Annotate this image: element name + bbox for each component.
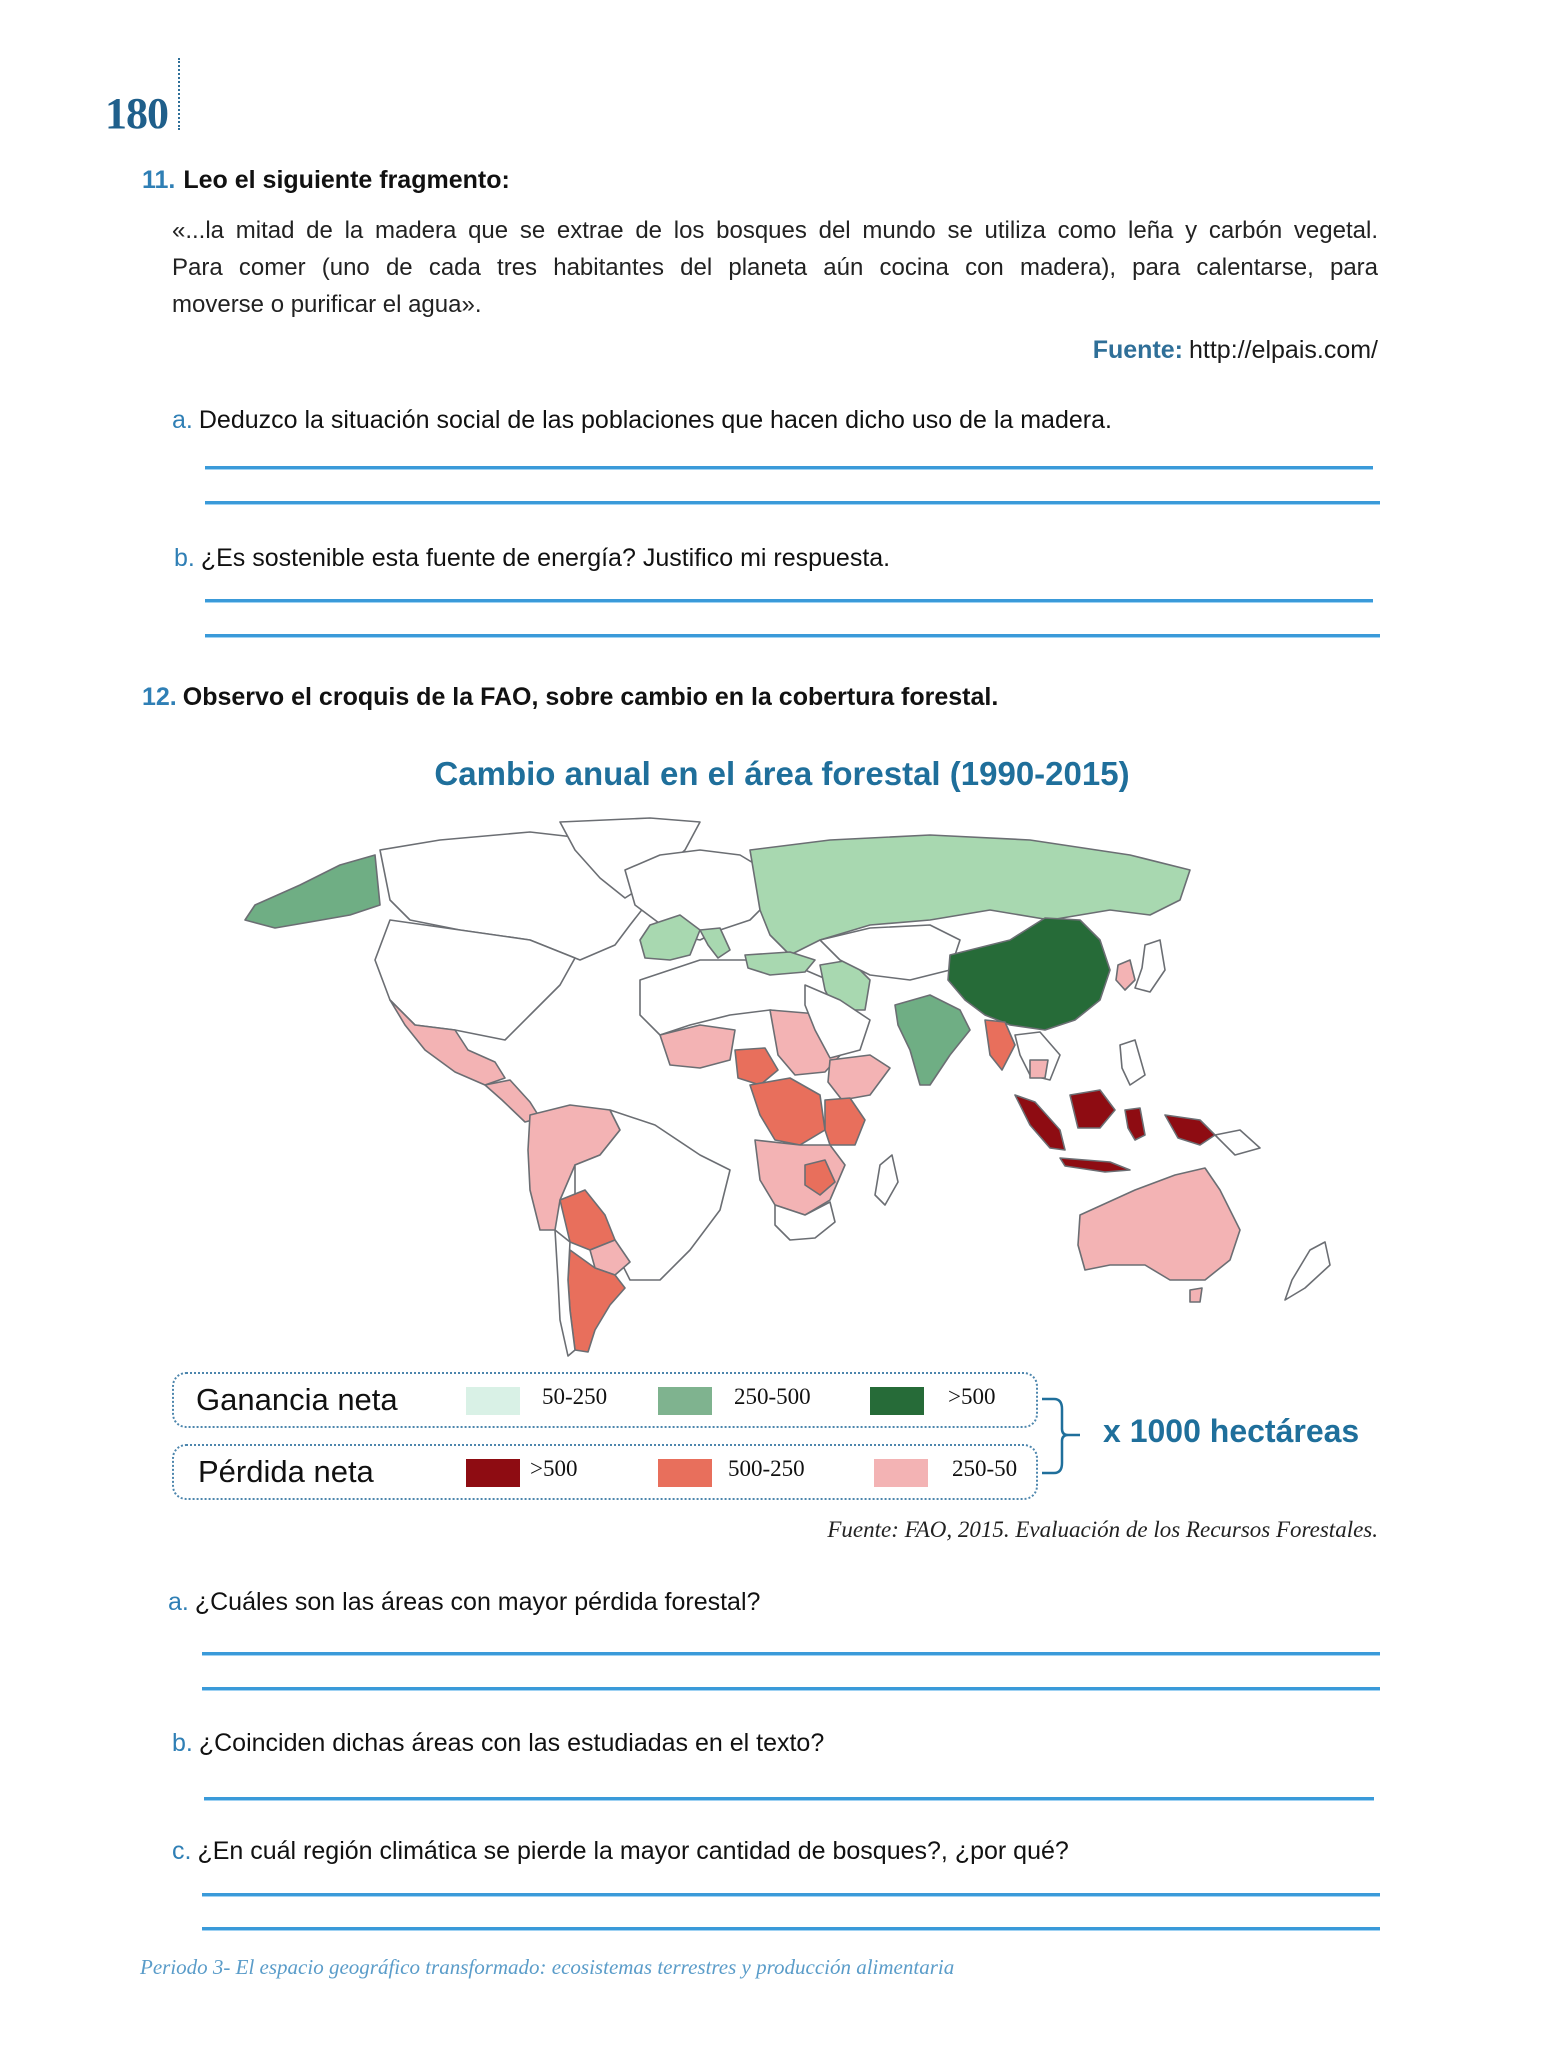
legend-brace xyxy=(1040,1395,1090,1480)
source-label: Fuente: xyxy=(1092,336,1184,364)
item-letter: a. xyxy=(168,1588,189,1616)
legend-gain-row xyxy=(172,1372,1038,1428)
country-sahel-west xyxy=(660,1025,735,1068)
country-new-guinea xyxy=(1165,1115,1215,1145)
question-number: 12. xyxy=(142,683,177,711)
quote-line: Para comer (uno de cada tres habitantes del planeta aún cocina con madera), para calentarse, para xyxy=(172,254,1378,281)
legend-swatch-gain-high xyxy=(870,1387,924,1415)
question-title: Observo el croquis de la FAO, sobre cambio en la cobertura forestal. xyxy=(182,683,999,711)
question-12c xyxy=(172,1837,1069,1866)
answer-line[interactable] xyxy=(205,599,1373,603)
country-drc xyxy=(750,1078,825,1145)
map-title: Cambio anual en el área forestal (1990-2015) xyxy=(434,755,1130,792)
country-sulawesi xyxy=(1125,1108,1145,1140)
country-italy xyxy=(700,928,730,958)
country-tanzania xyxy=(825,1098,865,1145)
source-url[interactable]: http://elpais.com/ xyxy=(1189,336,1378,364)
item-text: ¿Es sostenible esta fuente de energía? Justifico mi respuesta. xyxy=(200,544,891,572)
country-tasmania xyxy=(1190,1288,1202,1302)
answer-line[interactable] xyxy=(202,1652,1380,1656)
answer-line[interactable] xyxy=(202,1927,1380,1931)
country-russia xyxy=(750,835,1190,955)
country-cambodia xyxy=(1030,1060,1048,1078)
answer-line[interactable] xyxy=(205,634,1380,638)
country-sumatra xyxy=(1015,1095,1065,1150)
legend-loss-row xyxy=(172,1444,1038,1500)
country-myanmar xyxy=(985,1020,1015,1070)
legend-loss-label: Pérdida neta xyxy=(198,1454,374,1489)
map-source: Fuente: FAO, 2015. Evaluación de los Recursos Forestales. xyxy=(827,1517,1378,1542)
item-text: Deduzco la situación social de las poblaciones que hacen dicho uso de la madera. xyxy=(198,406,1112,434)
legend-swatch-loss-mid xyxy=(658,1459,712,1487)
quote-source xyxy=(1093,336,1378,365)
country-japan xyxy=(1135,940,1165,992)
legend-swatch-loss-high xyxy=(466,1459,520,1487)
legend-swatch-gain-mid xyxy=(658,1387,712,1415)
legend-swatch-loss-low xyxy=(874,1459,928,1487)
question-12b xyxy=(172,1729,824,1758)
country-ethiopia xyxy=(828,1055,890,1100)
question-11b xyxy=(174,544,890,573)
legend-range: >500 xyxy=(530,1456,578,1481)
country-png xyxy=(1215,1130,1260,1155)
page-number-divider xyxy=(178,58,180,130)
item-letter: c. xyxy=(172,1837,192,1865)
country-india xyxy=(895,995,970,1085)
quote-line: moverse o purificar el agua». xyxy=(172,291,482,318)
country-alaska xyxy=(245,855,380,928)
quote-fragment xyxy=(172,212,1378,323)
legend-range: 500-250 xyxy=(728,1456,805,1481)
question-11-heading xyxy=(142,166,510,195)
question-title: Leo el siguiente fragmento: xyxy=(183,166,510,194)
country-korea xyxy=(1116,960,1135,990)
country-java xyxy=(1060,1158,1130,1172)
country-europe xyxy=(625,850,770,940)
answer-line[interactable] xyxy=(205,466,1373,470)
legend-gain-label: Ganancia neta xyxy=(196,1382,398,1417)
country-new-zealand xyxy=(1285,1242,1330,1300)
country-nigeria xyxy=(735,1048,778,1085)
country-australia xyxy=(1078,1168,1240,1280)
item-text: ¿Cuáles son las áreas con mayor pérdida forestal? xyxy=(194,1588,761,1616)
country-philippines xyxy=(1120,1040,1145,1085)
answer-line[interactable] xyxy=(205,501,1380,505)
item-letter: b. xyxy=(172,1729,193,1757)
legend-units: x 1000 hectáreas xyxy=(1103,1413,1360,1449)
question-12a xyxy=(168,1588,760,1617)
item-letter: a. xyxy=(172,406,193,434)
legend-range: >500 xyxy=(948,1384,996,1409)
world-forest-change-map xyxy=(230,810,1340,1360)
item-text: ¿En cuál región climática se pierde la mayor cantidad de bosques?, ¿por qué? xyxy=(197,1837,1069,1865)
question-number: 11. xyxy=(142,166,176,194)
item-letter: b. xyxy=(174,544,195,572)
item-text: ¿Coinciden dichas áreas con las estudiadas en el texto? xyxy=(198,1729,825,1757)
page-footer: Periodo 3- El espacio geográfico transformado: ecosistemas terrestres y producción alimentaria xyxy=(140,1955,955,1979)
page-number: 180 xyxy=(105,89,168,138)
legend-range: 250-500 xyxy=(734,1384,811,1409)
country-china xyxy=(948,918,1110,1030)
legend-range: 50-250 xyxy=(542,1384,608,1409)
answer-line[interactable] xyxy=(204,1797,1374,1801)
question-11a xyxy=(172,406,1112,435)
country-madagascar xyxy=(875,1155,898,1205)
country-borneo xyxy=(1070,1090,1115,1128)
legend-swatch-gain-low xyxy=(466,1387,520,1415)
answer-line[interactable] xyxy=(202,1893,1380,1897)
question-12-heading xyxy=(142,683,998,712)
quote-line: «...la mitad de la madera que se extrae de los bosques del mundo se utiliza como leña y carbón vegetal. xyxy=(172,217,1378,244)
legend-range: 250-50 xyxy=(952,1456,1018,1481)
answer-line[interactable] xyxy=(202,1687,1380,1691)
